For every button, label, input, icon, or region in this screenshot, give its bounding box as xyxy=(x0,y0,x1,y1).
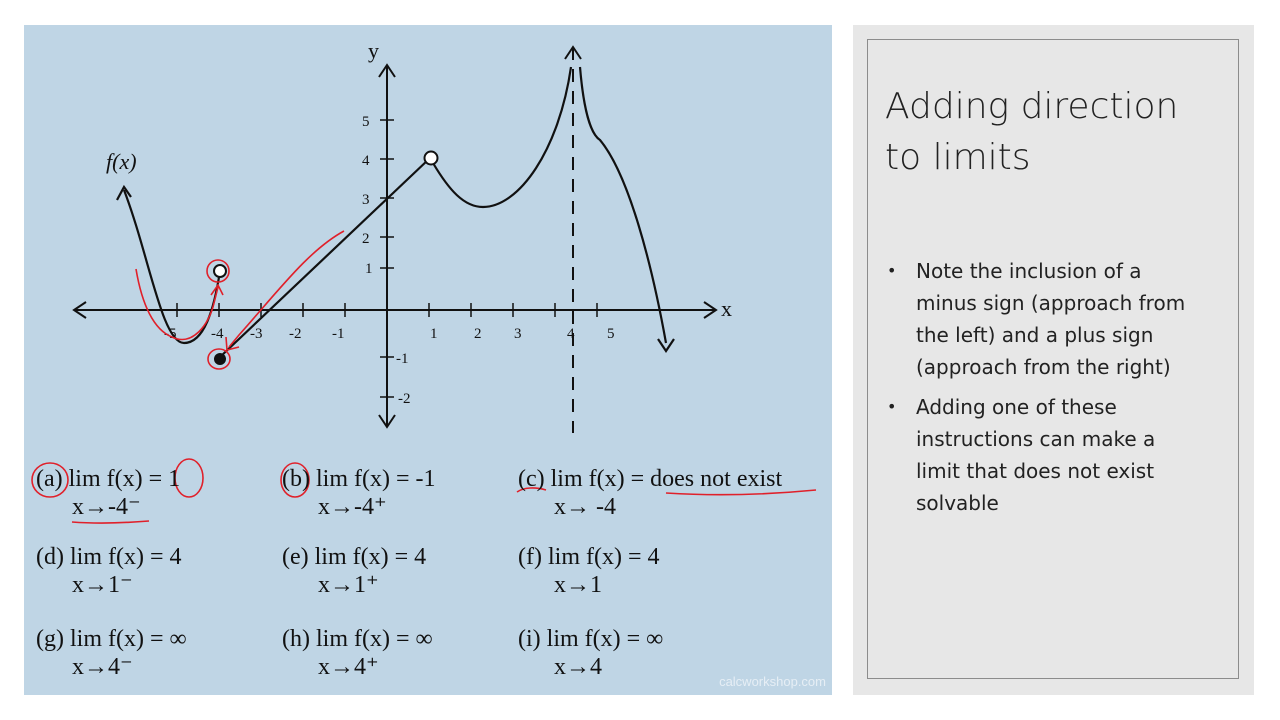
limit-expression: lim f(x) = xyxy=(550,466,645,492)
limit-label: (f) xyxy=(518,544,542,570)
y-tick-label: 5 xyxy=(362,114,370,130)
y-tick-label: 2 xyxy=(362,231,370,247)
limit-value: ∞ xyxy=(169,626,187,652)
limit-value: ∞ xyxy=(646,626,664,652)
limit-a xyxy=(36,465,180,521)
limit-approach: x→1 xyxy=(554,572,602,598)
limit-h xyxy=(282,625,433,681)
curve-middle-bump xyxy=(433,67,571,207)
curve-left-parabola xyxy=(124,190,220,343)
x-ticks xyxy=(164,303,615,342)
limit-approach: x→-4⁺ xyxy=(318,494,387,520)
x-tick-label: 5 xyxy=(607,326,615,342)
open-point-top xyxy=(425,152,438,165)
curve-left-arrow xyxy=(117,187,131,200)
text-panel xyxy=(853,25,1254,695)
limit-e xyxy=(282,543,426,599)
bullet-text: Note the inclusion of a minus sign (approach from the left) and a plus sign (approach from the right) xyxy=(916,259,1186,379)
limit-i xyxy=(518,625,663,681)
limit-expression: lim f(x) = xyxy=(69,544,164,570)
limit-expression: lim f(x) = xyxy=(315,466,410,492)
closed-point xyxy=(214,353,226,365)
limit-d xyxy=(36,543,182,599)
limit-label: (g) xyxy=(36,626,64,652)
limit-label: (c) xyxy=(518,466,545,492)
x-tick-label: -3 xyxy=(250,326,263,342)
limit-value: 4 xyxy=(414,544,427,570)
y-tick-label: 1 xyxy=(365,261,373,277)
limit-approach: x→4⁺ xyxy=(318,654,379,680)
bullet-dot-icon: • xyxy=(887,397,897,416)
x-axis-label: x xyxy=(721,296,732,321)
bullet-dot-icon: • xyxy=(887,261,897,280)
limit-label: (i) xyxy=(518,626,541,652)
limit-b xyxy=(282,465,436,521)
function-label: f(x) xyxy=(106,149,137,174)
curve-line-segment xyxy=(220,159,429,357)
x-tick-label: 4 xyxy=(567,326,575,342)
limit-value: does not exist xyxy=(650,466,783,492)
limit-expression: lim f(x) = xyxy=(68,466,163,492)
limit-value: 4 xyxy=(169,544,182,570)
limit-label: (b) xyxy=(282,466,310,492)
limit-f xyxy=(518,543,660,599)
limit-value: 4 xyxy=(647,544,660,570)
slide-title: Adding direction to limits xyxy=(885,86,1179,178)
x-tick-label: -5 xyxy=(164,326,177,342)
y-tick-label: 3 xyxy=(362,192,370,208)
red-annotations xyxy=(136,231,344,369)
limit-g xyxy=(36,625,187,681)
limit-expression: lim f(x) = xyxy=(69,626,164,652)
limit-approach: x→ -4 xyxy=(554,494,616,520)
y-tick-label: -2 xyxy=(398,391,411,407)
x-tick-label: -2 xyxy=(289,326,302,342)
limit-approach: x→4⁻ xyxy=(72,654,133,680)
limit-approach: x→1⁻ xyxy=(72,572,133,598)
graph-panel xyxy=(24,25,832,695)
curve-right-branch xyxy=(580,67,666,343)
bullet-text: Adding one of these instructions can make a limit that does not exist solvable xyxy=(916,395,1156,515)
limit-expression: lim f(x) = xyxy=(547,544,642,570)
y-axis-label: y xyxy=(368,38,379,63)
x-tick-label: 2 xyxy=(474,326,482,342)
x-tick-label: 1 xyxy=(430,326,438,342)
limit-value: 1 xyxy=(168,466,181,492)
limit-expression: lim f(x) = xyxy=(546,626,641,652)
limit-label: (d) xyxy=(36,544,64,570)
limit-value: -1 xyxy=(415,466,436,492)
limit-label: (h) xyxy=(282,626,310,652)
red-underline-a-approach xyxy=(72,521,149,523)
y-tick-label: 4 xyxy=(362,153,370,169)
red-right-approach-stroke xyxy=(229,231,344,347)
limit-c xyxy=(518,465,782,521)
bullet-item xyxy=(883,255,1193,383)
limit-expression: lim f(x) = xyxy=(314,544,409,570)
limit-approach: x→-4⁻ xyxy=(72,494,141,520)
bullet-list xyxy=(883,255,1193,527)
limit-label: (a) xyxy=(36,466,63,492)
limit-approach: x→4 xyxy=(554,654,602,680)
x-tick-label: -4 xyxy=(211,326,224,342)
limit-value: ∞ xyxy=(415,626,433,652)
x-tick-label: 3 xyxy=(514,326,522,342)
watermark: calcworkshop.com xyxy=(719,674,826,689)
limit-approach: x→1⁺ xyxy=(318,572,379,598)
limit-label: (e) xyxy=(282,544,309,570)
y-tick-label: -1 xyxy=(396,351,409,367)
bullet-item xyxy=(883,391,1193,519)
limit-expression: lim f(x) = xyxy=(315,626,410,652)
open-point-left xyxy=(214,265,226,277)
x-tick-label: -1 xyxy=(332,326,345,342)
